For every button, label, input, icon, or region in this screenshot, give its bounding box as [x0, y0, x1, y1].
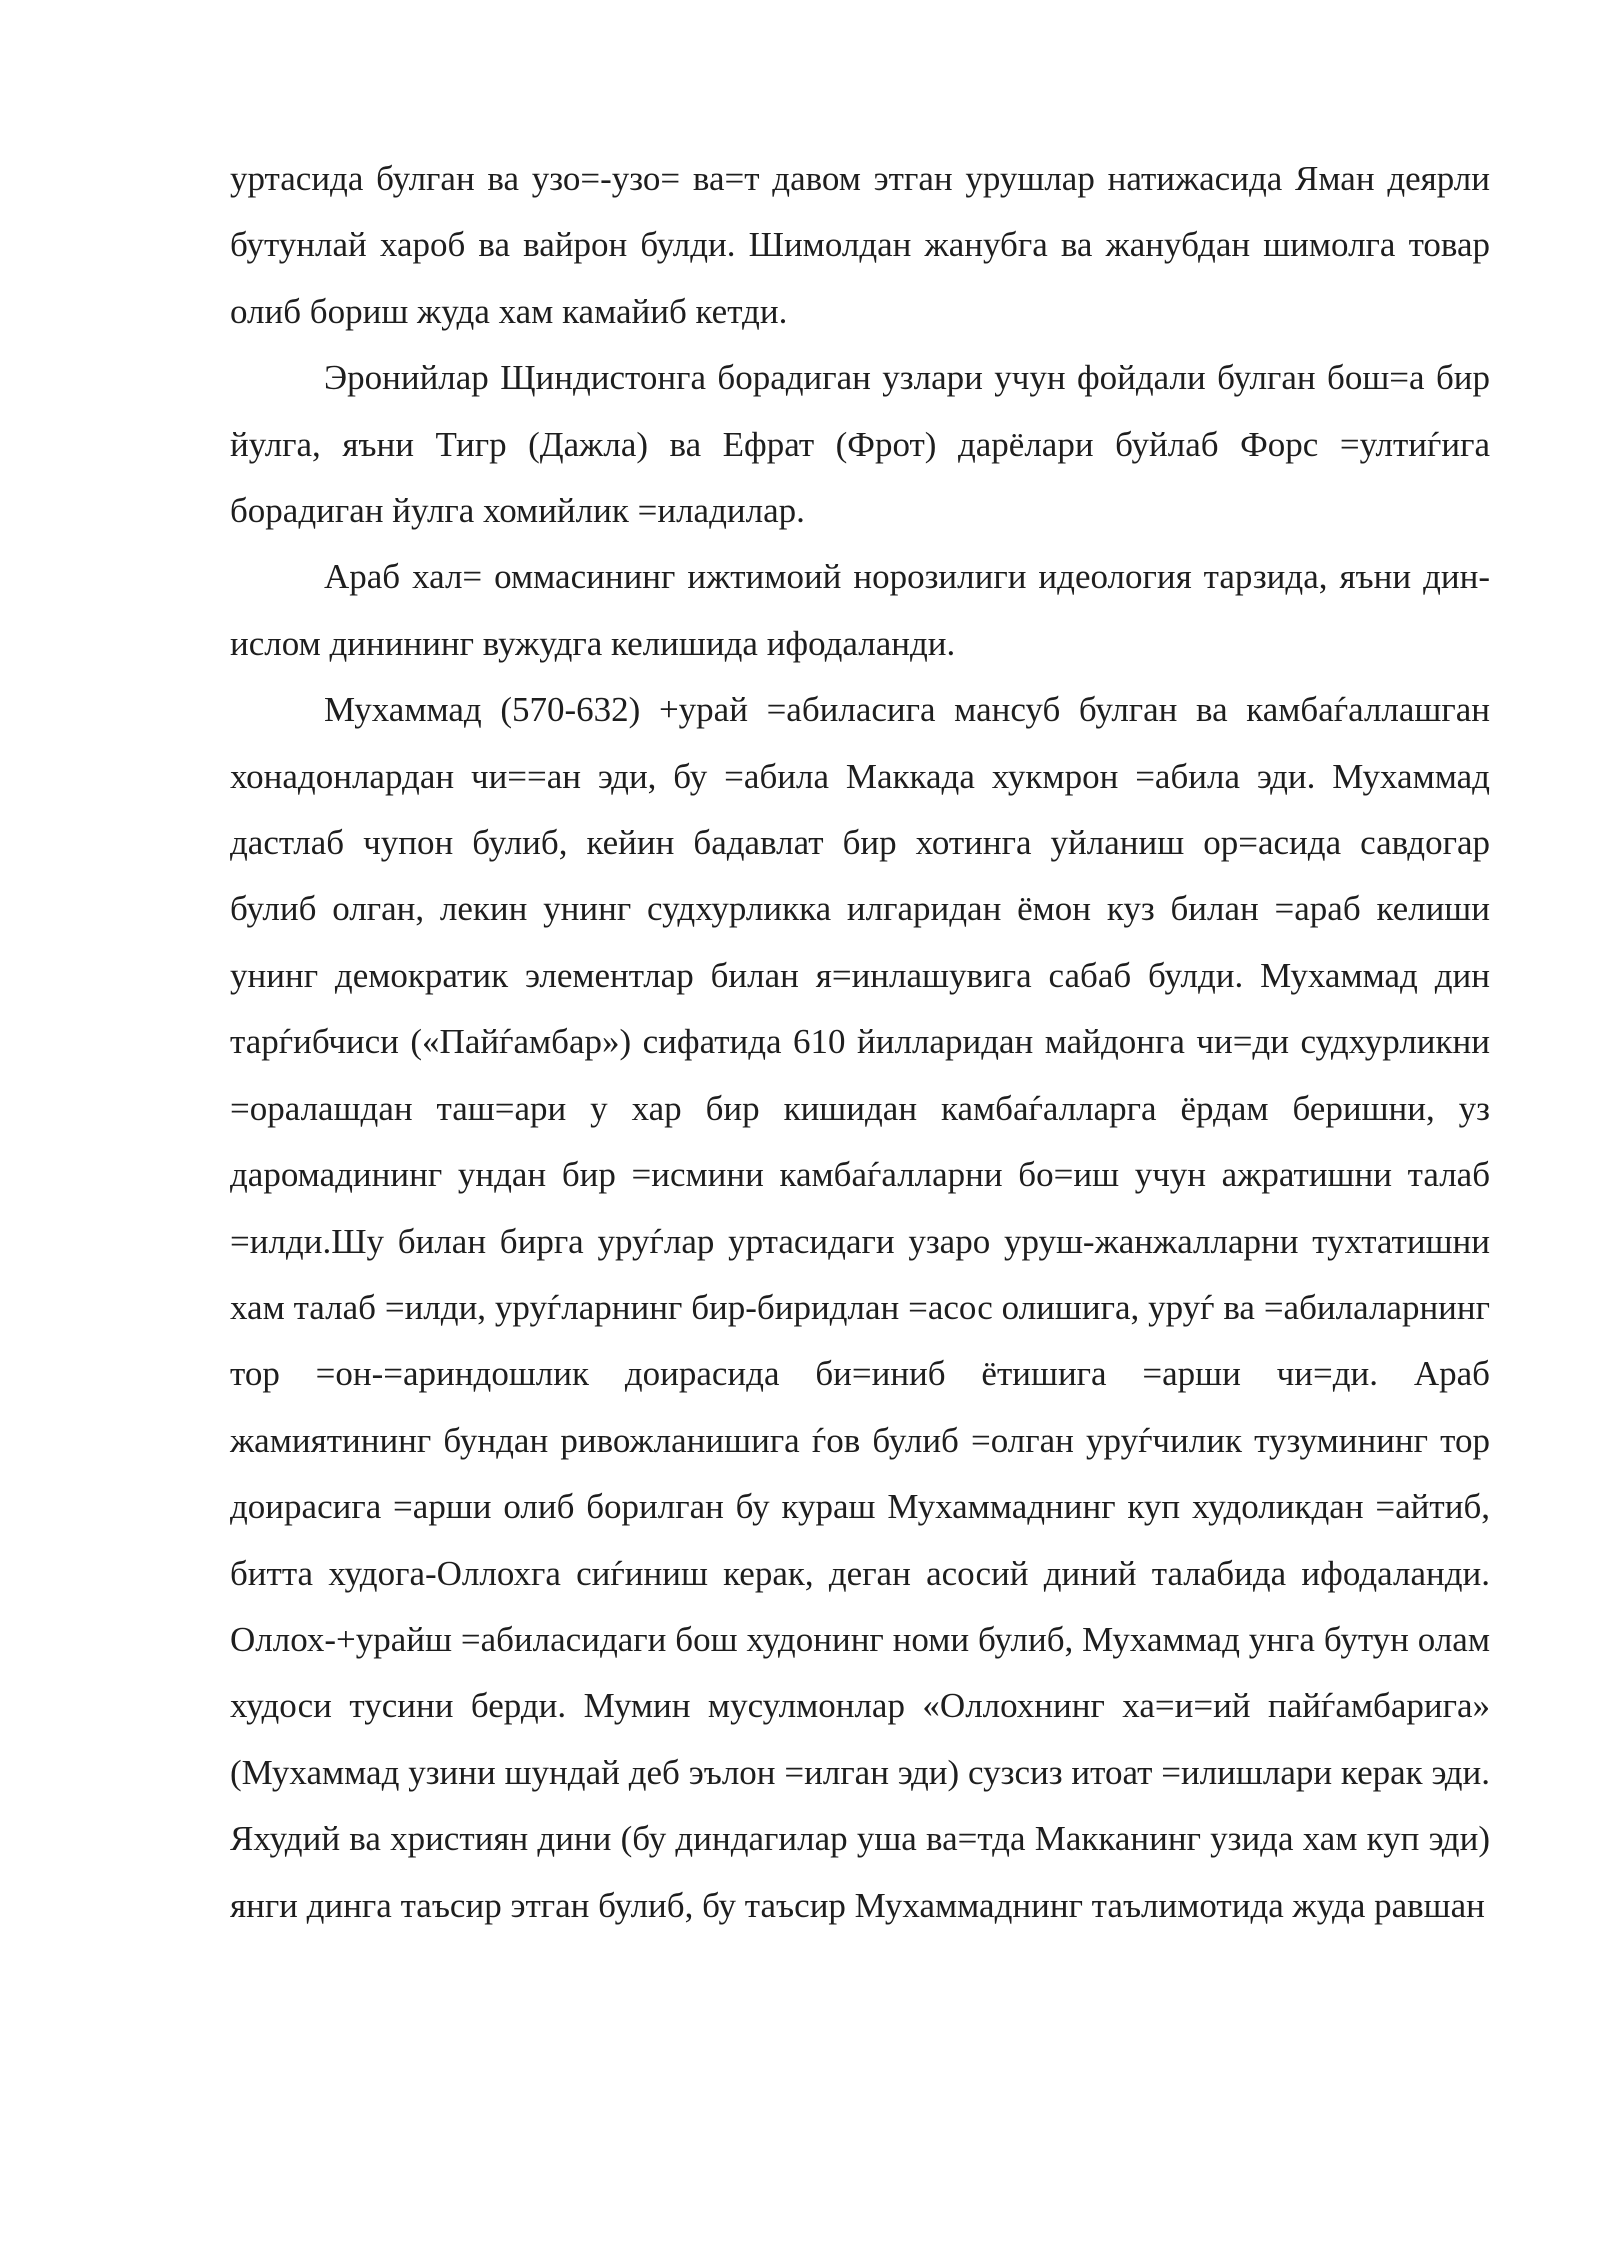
- paragraph-2: Эронийлар Щиндистонга борадиган узлари учун фойдали булган бош=а бир йулга, яъни Тигр (Дажла) ва Ефрат (Фрот) дарёлари буйлаб Форс =ултиѓига борадиган йулга хомийлик =иладилар.: [230, 358, 1490, 531]
- document-body: [230, 146, 1490, 1939]
- paragraph-3: Араб хал= оммасининг ижтимоий норозилиги идеология тарзида, яъни дин-ислом динининг вужудга келишида ифодаланди.: [230, 557, 1490, 663]
- paragraph-1: уртасида булган ва узо=-узо= ва=т давом этган урушлар натижасида Яман деярли бутунлай хароб ва вайрон булди. Шимолдан жанубга ва жанубдан шимолга товар олиб бориш жуда хам камайиб кетди.: [230, 159, 1490, 331]
- paragraph-4: Мухаммад (570-632) +урай =абиласига мансуб булган ва камбаѓаллашган хонадонлардан чи==ан эди, бу =абила Маккада хукмрон =абила эди. Мухаммад дастлаб чупон булиб, кейин бадавлат бир хотинга уйланиш ор=асида савдогар булиб олган, лекин унинг судхурликка илгаридан ёмон куз билан =араб келиши унинг демократик элементлар билан я=инлашувига сабаб булди. Мухаммад дин тарѓибчиси («Пайѓамбар») сифатида 610 йилларидан майдонга чи=ди судхурликни =оралашдан таш=ари у хар бир кишидан камбаѓалларга ёрдам беришни, уз даромадининг ундан бир =исмини камбаѓалларни бо=иш учун ажратишни талаб =илди.Шу билан бирга уруѓлар уртасидаги узаро уруш-жанжалларни тухтатишни хам талаб =илди, уруѓларнинг бир-биридлан =асос олишига, уруѓ ва =абилаларнинг тор =он-=ариндошлик доирасида би=иниб ётишига =арши чи=ди. Араб жамиятининг бундан ривожланишига ѓов булиб =олган уруѓчилик тузумининг тор доирасига =арши олиб борилган бу кураш Мухаммаднинг куп худоликдан =айтиб, битта худога-Оллохга сиѓиниш керак, деган асосий диний талабида ифодаланди. Оллох-+урайш =абиласидаги бош худонинг номи булиб, Мухаммад унга бутун олам худоси тусини берди. Мумин мусулмонлар «Оллохнинг ха=и=ий пайѓамбарига» (Мухаммад узини шундай деб эълон =илган эди) сузсиз итоат =илишлари керак эди. Яхудий ва християн дини (бу диндагилар уша ва=тда Макканинг узида хам куп эди) янги динга таъсир этган булиб, бу таъсир Мухаммаднинг таълимотида жуда равшан: [230, 690, 1490, 1925]
